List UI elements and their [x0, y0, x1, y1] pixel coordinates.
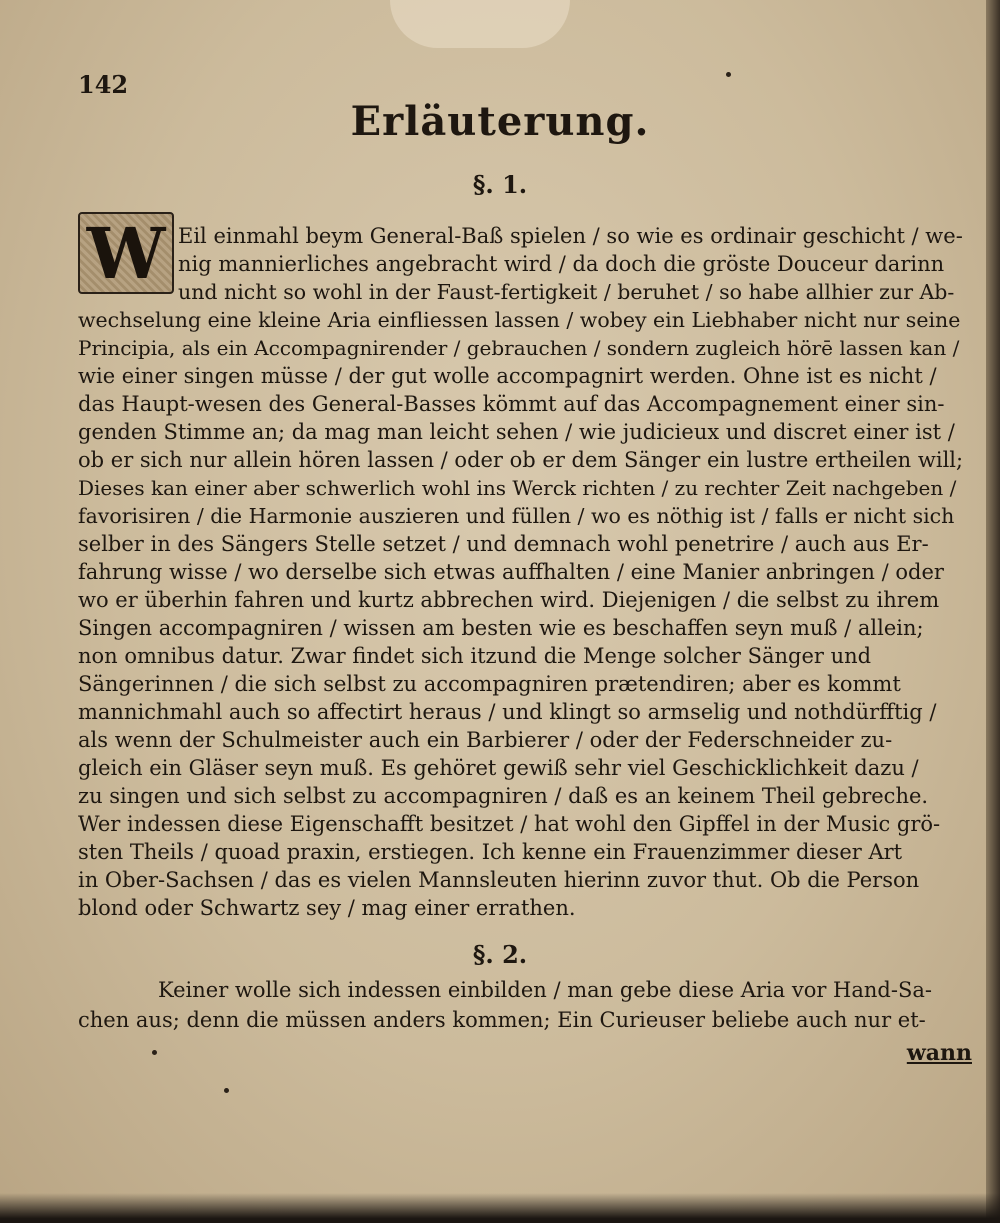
text-line: als wenn der Schulmeister auch ein Barbierer / oder der Federschneider zu- — [78, 728, 893, 752]
text-line: genden Stimme an; da mag man leicht sehen / wie judicieux und discret einer ist / — [78, 420, 955, 444]
text-line: Dieses kan einer aber schwerlich wohl ins Werck richten / zu rechter Zeit nachgeben / — [78, 476, 957, 500]
text-line: und nicht so wohl in der Faust-fertigkeit / beruhet / so habe allhier zur Ab- — [178, 280, 955, 304]
text-line: wo er überhin fahren und kurtz abbrechen wird. Diejenigen / die selbst zu ihrem — [78, 588, 940, 612]
section-1-mark: §. 1. — [472, 170, 528, 199]
text-line: das Haupt-wesen des General-Basses kömmt auf das Accompagnement einer sin- — [78, 392, 945, 416]
text-line: Singen accompagniren / wissen am besten wie es beschaffen seyn muß / allein; — [78, 616, 924, 640]
text-line: blond oder Schwartz sey / mag einer errathen. — [78, 896, 576, 920]
text-line: nig mannierliches angebracht wird / da doch die gröste Douceur darinn — [178, 252, 945, 276]
page-edge-bottom — [0, 1193, 1000, 1223]
text-line: chen aus; denn die müssen anders kommen; Ein Curieuser beliebe auch nur et- — [78, 1008, 926, 1032]
text-line: sten Theils / quoad praxin, erstiegen. Ich kenne ein Frauenzimmer dieser Art — [78, 840, 903, 864]
text-line: in Ober-Sachsen / das es vielen Mannsleuten hierinn zuvor thut. Ob die Person — [78, 868, 920, 892]
section-2-mark: §. 2. — [472, 940, 528, 969]
text-line: non omnibus datur. Zwar findet sich itzund die Menge solcher Sänger und — [78, 644, 872, 668]
text-line: mannichmahl auch so affectirt heraus / und klingt so armselig und nothdürfftig / — [78, 700, 937, 724]
ink-speck — [224, 1088, 229, 1093]
text-line: fahrung wisse / wo derselbe sich etwas auffhalten / eine Manier anbringen / oder — [78, 560, 944, 584]
text-line: Eil einmahl beym General-Baß spielen / so wie es ordinair geschicht / we- — [178, 224, 963, 248]
text-line: gleich ein Gläser seyn muß. Es gehöret gewiß sehr viel Geschicklichkeit dazu / — [78, 756, 919, 780]
paper-stain — [390, 0, 570, 48]
text-line: zu singen und sich selbst zu accompagniren / daß es an keinem Theil gebreche. — [78, 784, 929, 808]
page-number: 142 — [78, 70, 129, 99]
text-line: Sängerinnen / die sich selbst zu accompagniren prætendiren; aber es kommt — [78, 672, 901, 696]
text-line: wie einer singen müsse / der gut wolle accompagnirt werden. Ohne ist es nicht / — [78, 364, 937, 388]
decorated-initial: W — [78, 212, 174, 294]
catchword: wann — [906, 1040, 972, 1066]
text-line: favorisiren / die Harmonie auszieren und füllen / wo es nöthig ist / falls er nicht sich — [78, 504, 955, 528]
text-line: Keiner wolle sich indessen einbilden / man gebe diese Aria vor Hand-Sa- — [158, 978, 932, 1002]
text-line: wechselung eine kleine Aria einfliessen lassen / wobey ein Liebhaber nicht nur seine — [78, 308, 961, 332]
ink-speck — [152, 1050, 157, 1055]
text-line: Wer indessen diese Eigenschafft besitzet / hat wohl den Gipffel in der Music grö- — [78, 812, 941, 836]
ink-speck — [726, 72, 731, 77]
text-line: selber in des Sängers Stelle setzet / und demnach wohl penetrire / auch aus Er- — [78, 532, 929, 556]
page-heading: Erläuterung. — [350, 98, 650, 145]
text-line: ob er sich nur allein hören lassen / oder ob er dem Sänger ein lustre ertheilen will; — [78, 448, 964, 472]
text-line: Principia, als ein Accompagnirender / gebrauchen / sondern zugleich hörē lassen kan / — [78, 336, 960, 360]
